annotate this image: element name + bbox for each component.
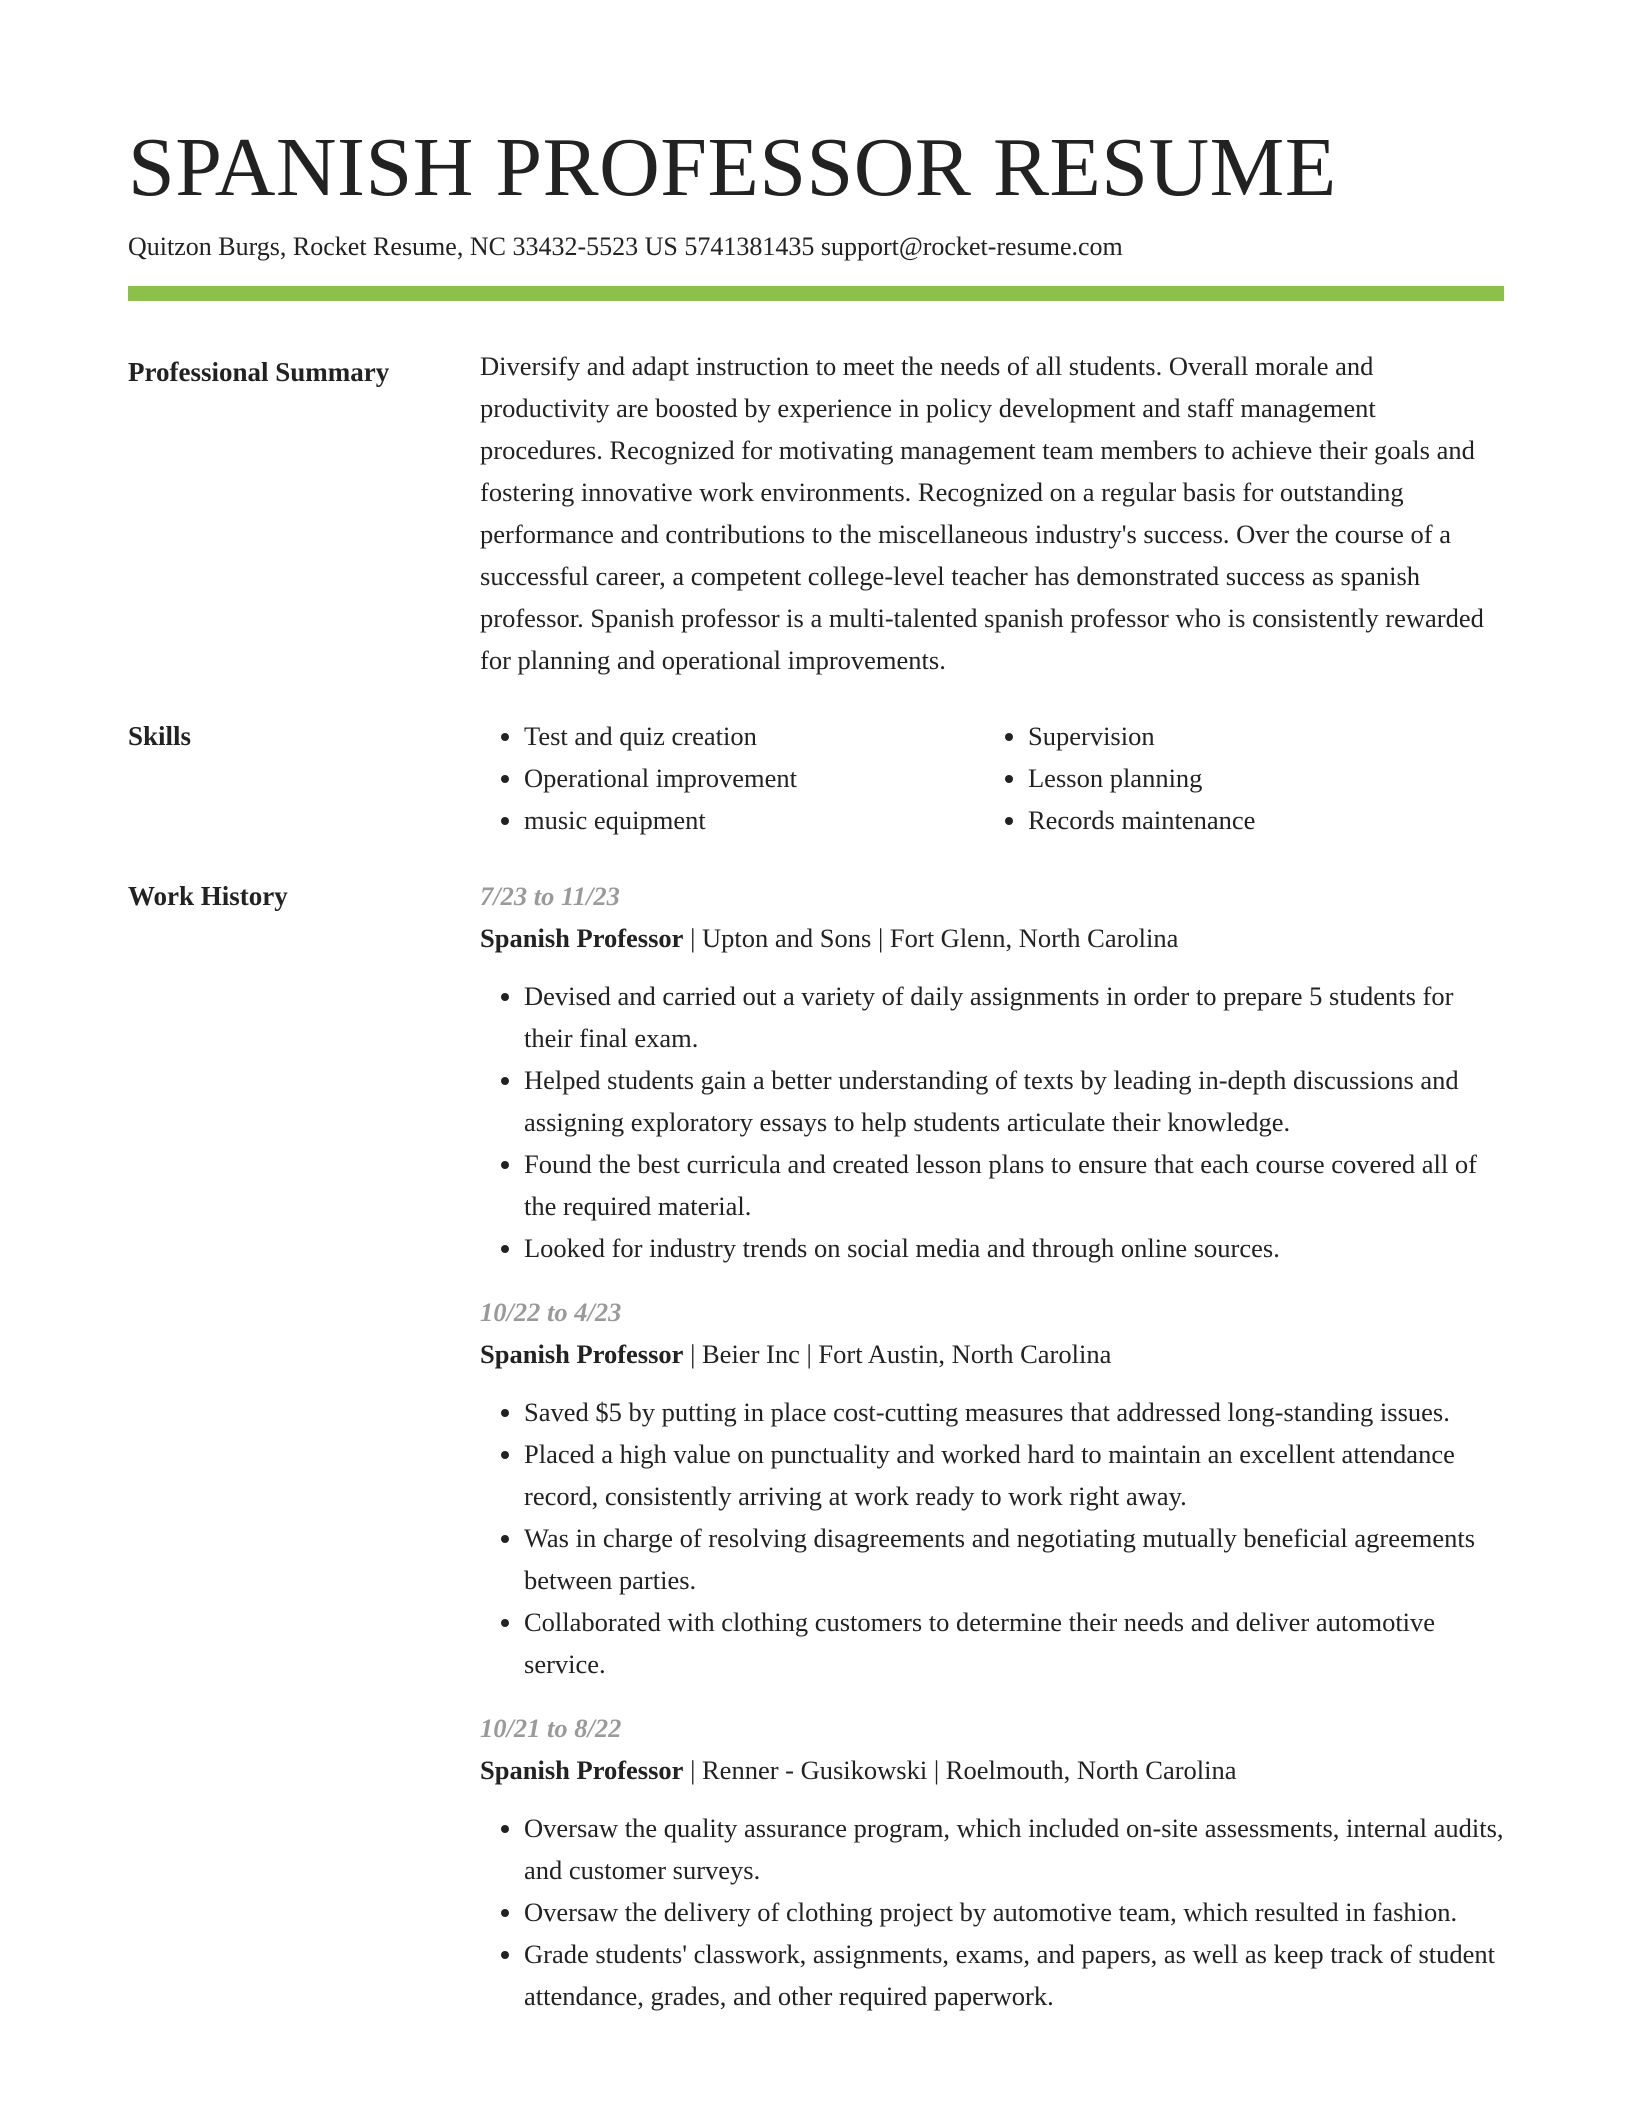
job-bullets [480,975,1504,1269]
skills-list [480,715,1504,841]
skill-item: • Supervision [1028,715,1498,757]
job-date: 10/21 to 8/22 [480,1713,622,1743]
job-header [480,1749,1504,1791]
job-title: Spanish Professor [480,923,684,953]
summary-heading: Professional Summary [128,357,390,387]
job-bullet: • Oversaw the quality assurance program, which included on-site assessments, internal audits, and customer surveys. [524,1807,1504,1891]
job-bullet: • Helped students gain a better understanding of texts by leading in-depth discussions and assigning exploratory essays to help students articulate their knowledge. [524,1059,1504,1143]
job-bullet: • Oversaw the delivery of clothing project by automotive team, which resulted in fashion. [524,1891,1504,1933]
job-title: Spanish Professor [480,1755,684,1785]
resume-page [128,0,1504,2039]
skills-section [128,715,1504,841]
skills-column-right [984,715,1498,841]
skill-item: • Test and quiz creation [524,715,984,757]
job-bullet: • Devised and carried out a variety of daily assignments in order to prepare 5 students for their final exam. [524,975,1504,1059]
skills-column-left [480,715,984,841]
job-bullet: • Placed a high value on punctuality and worked hard to maintain an excellent attendance record, consistently arriving at work ready to work right away. [524,1433,1504,1517]
job-entry [480,1291,1504,1685]
job-date: 10/22 to 4/23 [480,1297,622,1327]
job-bullet: • Was in charge of resolving disagreements and negotiating mutually beneficial agreements between parties. [524,1517,1504,1601]
job-date: 7/23 to 11/23 [480,881,620,911]
skill-item: • Records maintenance [1028,799,1498,841]
job-details: | Renner - Gusikowski | Roelmouth, North Carolina [683,1755,1237,1785]
work-history-section [128,875,1504,2039]
skill-item: • music equipment [524,799,984,841]
skill-item: • Operational improvement [524,757,984,799]
job-bullet: • Looked for industry trends on social media and through online sources. [524,1227,1504,1269]
contact-line: Quitzon Burgs, Rocket Resume, NC 33432-5523 US 5741381435 support@rocket-resume.com [128,232,1123,261]
resume-title: SPANISH PROFESSOR RESUME [128,121,1337,214]
work-history-body [480,875,1504,2039]
summary-section [128,351,1504,681]
summary-text: Diversify and adapt instruction to meet the needs of all students. Overall morale and productivity are boosted by experience in policy development and staff management procedures. Recognized for motivating management team members to achieve their goals and fostering innovative work environments. Recognized on a regular basis for outstanding performance and contributions to the miscellaneous industry's success. Over the course of a successful career, a competent college-level teacher has demonstrated success as spanish professor. Spanish professor is a multi-talented spanish professor who is consistently rewarded for planning and operational improvements. [480,351,1484,675]
job-bullets [480,1391,1504,1685]
job-bullet: • Found the best curricula and created lesson plans to ensure that each course covered all of the required material. [524,1143,1504,1227]
job-details: | Upton and Sons | Fort Glenn, North Carolina [683,923,1179,953]
job-bullet: • Collaborated with clothing customers to determine their needs and deliver automotive service. [524,1601,1504,1685]
job-entry [480,1707,1504,2017]
work-history-heading: Work History [128,881,288,911]
summary-body [480,351,1504,681]
job-details: | Beier Inc | Fort Austin, North Carolina [683,1339,1112,1369]
job-bullets [480,1807,1504,2017]
job-bullet: • Saved $5 by putting in place cost-cutting measures that addressed long-standing issues. [524,1391,1504,1433]
job-entry [480,875,1504,1269]
job-title: Spanish Professor [480,1339,684,1369]
accent-divider [128,286,1504,301]
job-header [480,917,1504,959]
job-bullet: • Grade students' classwork, assignments, exams, and papers, as well as keep track of student attendance, grades, and other required paperwork. [524,1933,1504,2017]
skills-heading: Skills [128,721,192,751]
skill-item: • Lesson planning [1028,757,1498,799]
job-header [480,1333,1504,1375]
